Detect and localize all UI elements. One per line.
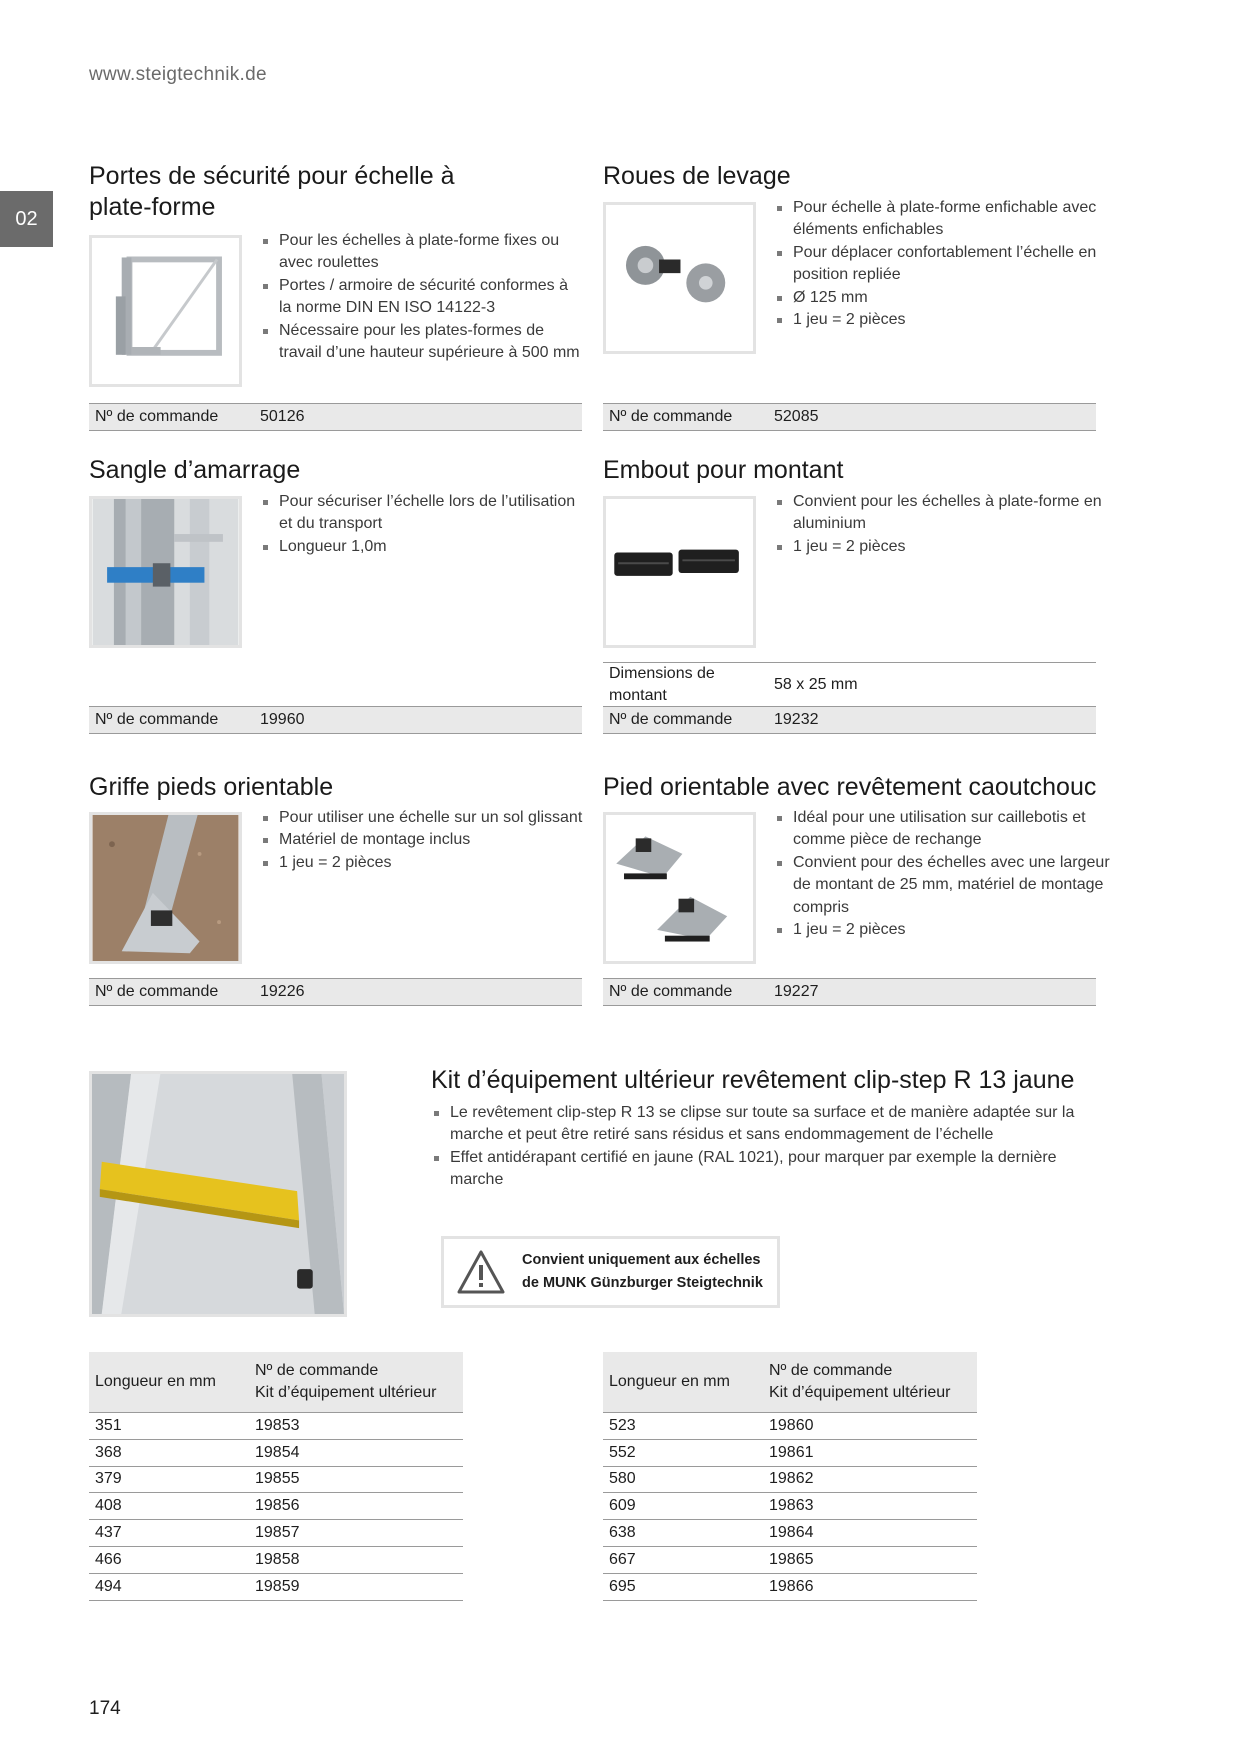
portes-title: Portes de sécurité pour échelle à plate-forme — [89, 162, 455, 221]
lifting-wheels-picture — [606, 205, 753, 351]
notice-line: Convient uniquement aux échelles — [522, 1252, 761, 1268]
swivel-foot-picture — [606, 815, 753, 961]
griffe-image — [89, 812, 242, 964]
clip-step-picture — [92, 1074, 344, 1314]
dimension-value: 58 x 25 mm — [774, 676, 858, 693]
claw-foot-picture — [92, 815, 239, 961]
griffe-title: Griffe pieds orientable — [89, 773, 334, 801]
compatibility-notice — [441, 1236, 780, 1308]
portes-image — [89, 235, 242, 387]
end-cap-picture — [606, 499, 753, 645]
order-number-cell: 19858 — [249, 1546, 463, 1573]
length-cell: 580 — [603, 1466, 763, 1493]
order-label: Nº de commande — [609, 983, 733, 1000]
order-number-cell: 19853 — [249, 1413, 463, 1440]
site-url: www.steigtechnik.de — [89, 64, 267, 85]
order-number: 19232 — [774, 711, 819, 728]
bullet: Nécessaire pour les plates-formes de travail d’une hauteur supérieure à 500 mm — [261, 320, 581, 365]
roues-image — [603, 202, 756, 354]
chapter-tab: 02 — [0, 191, 53, 247]
kit-bullets — [432, 1102, 1097, 1192]
portes-order-row — [89, 403, 582, 431]
bullet: Pour utiliser une échelle sur un sol glissant — [261, 807, 591, 829]
table-row — [603, 1493, 977, 1520]
bullet: Matériel de montage inclus — [261, 829, 591, 851]
order-number-cell: 19860 — [763, 1413, 977, 1440]
embout-title: Embout pour montant — [603, 456, 844, 484]
bullet: Longueur 1,0m — [261, 536, 591, 558]
sangle-title: Sangle d’amarrage — [89, 456, 301, 484]
length-cell: 667 — [603, 1546, 763, 1573]
header-line: Kit d’équipement ultérieur — [769, 1384, 951, 1401]
table-row — [603, 1466, 977, 1493]
order-number: 19960 — [260, 711, 305, 728]
col-order-header — [249, 1352, 463, 1413]
pied-order-row — [603, 978, 1096, 1006]
bullet: 1 jeu = 2 pièces — [775, 309, 1105, 331]
order-label: Nº de commande — [95, 711, 219, 728]
pied-bullets — [775, 807, 1115, 941]
length-cell: 351 — [89, 1413, 249, 1440]
length-cell: 552 — [603, 1439, 763, 1466]
order-number: 52085 — [774, 408, 819, 425]
notice-line: de MUNK Günzburger Steigtechnik — [522, 1275, 763, 1291]
table-row — [89, 1520, 463, 1547]
header-line: Nº de commande — [255, 1362, 379, 1379]
kit-title: Kit d’équipement ultérieur revêtement clip-step R 13 jaune — [431, 1066, 1075, 1094]
table-header-row — [603, 1352, 977, 1413]
bullet: Ø 125 mm — [775, 287, 1105, 309]
header-line: Kit d’équipement ultérieur — [255, 1384, 437, 1401]
order-number-cell: 19854 — [249, 1439, 463, 1466]
order-number-cell: 19855 — [249, 1466, 463, 1493]
dimension-label: Dimensions de montant — [609, 665, 715, 704]
sangle-bullets — [261, 491, 591, 558]
strap-picture — [92, 499, 239, 645]
length-cell: 368 — [89, 1439, 249, 1466]
order-label: Nº de commande — [95, 983, 219, 1000]
roues-order-row — [603, 403, 1096, 431]
notice-text — [522, 1249, 763, 1295]
table-row — [89, 1573, 463, 1600]
table-row — [89, 1546, 463, 1573]
table-row — [89, 1439, 463, 1466]
length-cell: 523 — [603, 1413, 763, 1440]
order-number-cell: 19864 — [763, 1520, 977, 1547]
length-cell: 379 — [89, 1466, 249, 1493]
order-number: 19227 — [774, 983, 819, 1000]
bullet: Convient pour les échelles à plate-forme en aluminium — [775, 491, 1105, 536]
bullet: Idéal pour une utilisation sur caillebotis et comme pièce de rechange — [775, 807, 1115, 852]
order-label: Nº de commande — [95, 408, 219, 425]
table-header-row — [89, 1352, 463, 1413]
pied-image — [603, 812, 756, 964]
table-row — [89, 1413, 463, 1440]
length-cell: 638 — [603, 1520, 763, 1547]
bullet: Portes / armoire de sécurité conformes à la norme DIN EN ISO 14122-3 — [261, 275, 581, 320]
order-number: 19226 — [260, 983, 305, 1000]
griffe-order-row — [89, 978, 582, 1006]
bullet: Convient pour des échelles avec une largeur de montant de 25 mm, matériel de montage compris — [775, 852, 1115, 919]
embout-bullets — [775, 491, 1105, 558]
col-length-header: Longueur en mm — [603, 1352, 763, 1413]
bullet: 1 jeu = 2 pièces — [775, 919, 1115, 941]
bullet: Pour échelle à plate-forme enfichable avec éléments enfichables — [775, 197, 1105, 242]
griffe-bullets — [261, 807, 591, 874]
warning-triangle-icon — [456, 1249, 506, 1295]
length-cell: 695 — [603, 1573, 763, 1600]
bullet: Pour sécuriser l’échelle lors de l’utilisation et du transport — [261, 491, 591, 536]
order-number-cell: 19857 — [249, 1520, 463, 1547]
pied-title: Pied orientable avec revêtement caoutchouc — [603, 773, 1097, 801]
embout-image — [603, 496, 756, 648]
order-label: Nº de commande — [609, 711, 733, 728]
order-label: Nº de commande — [609, 408, 733, 425]
length-cell: 609 — [603, 1493, 763, 1520]
bullet: Pour les échelles à plate-forme fixes ou avec roulettes — [261, 230, 581, 275]
safety-gate-picture — [92, 238, 239, 384]
length-table-right — [603, 1352, 977, 1601]
length-cell: 466 — [89, 1546, 249, 1573]
order-number-cell: 19866 — [763, 1573, 977, 1600]
order-number-cell: 19862 — [763, 1466, 977, 1493]
table-row — [89, 1493, 463, 1520]
length-cell: 494 — [89, 1573, 249, 1600]
embout-dimension-row — [603, 662, 1096, 707]
bullet: Le revêtement clip-step R 13 se clipse sur toute sa surface et de manière adaptée sur la marche et peut être retiré sans résidus et sans endommagement de l’échelle — [432, 1102, 1097, 1147]
roues-title: Roues de levage — [603, 162, 791, 190]
embout-order-row — [603, 706, 1096, 734]
order-number-cell: 19859 — [249, 1573, 463, 1600]
bullet: 1 jeu = 2 pièces — [261, 852, 591, 874]
order-number-cell: 19865 — [763, 1546, 977, 1573]
table-row — [603, 1439, 977, 1466]
header-line: Nº de commande — [769, 1362, 893, 1379]
roues-bullets — [775, 197, 1105, 331]
length-table-left — [89, 1352, 463, 1601]
table-row — [603, 1413, 977, 1440]
length-cell: 437 — [89, 1520, 249, 1547]
order-number-cell: 19856 — [249, 1493, 463, 1520]
page-number: 174 — [89, 1698, 121, 1719]
table-row — [603, 1546, 977, 1573]
length-cell: 408 — [89, 1493, 249, 1520]
bullet: Effet antidérapant certifié en jaune (RAL 1021), pour marquer par exemple la dernière marche — [432, 1147, 1097, 1192]
table-row — [603, 1520, 977, 1547]
col-length-header: Longueur en mm — [89, 1352, 249, 1413]
table-row — [89, 1466, 463, 1493]
order-number: 50126 — [260, 408, 305, 425]
order-number-cell: 19863 — [763, 1493, 977, 1520]
order-number-cell: 19861 — [763, 1439, 977, 1466]
bullet: 1 jeu = 2 pièces — [775, 536, 1105, 558]
bullet: Pour déplacer confortablement l’échelle en position repliée — [775, 242, 1105, 287]
portes-bullets — [261, 230, 581, 364]
sangle-order-row — [89, 706, 582, 734]
col-order-header — [763, 1352, 977, 1413]
clip-step-image — [89, 1071, 347, 1317]
table-row — [603, 1573, 977, 1600]
sangle-image — [89, 496, 242, 648]
